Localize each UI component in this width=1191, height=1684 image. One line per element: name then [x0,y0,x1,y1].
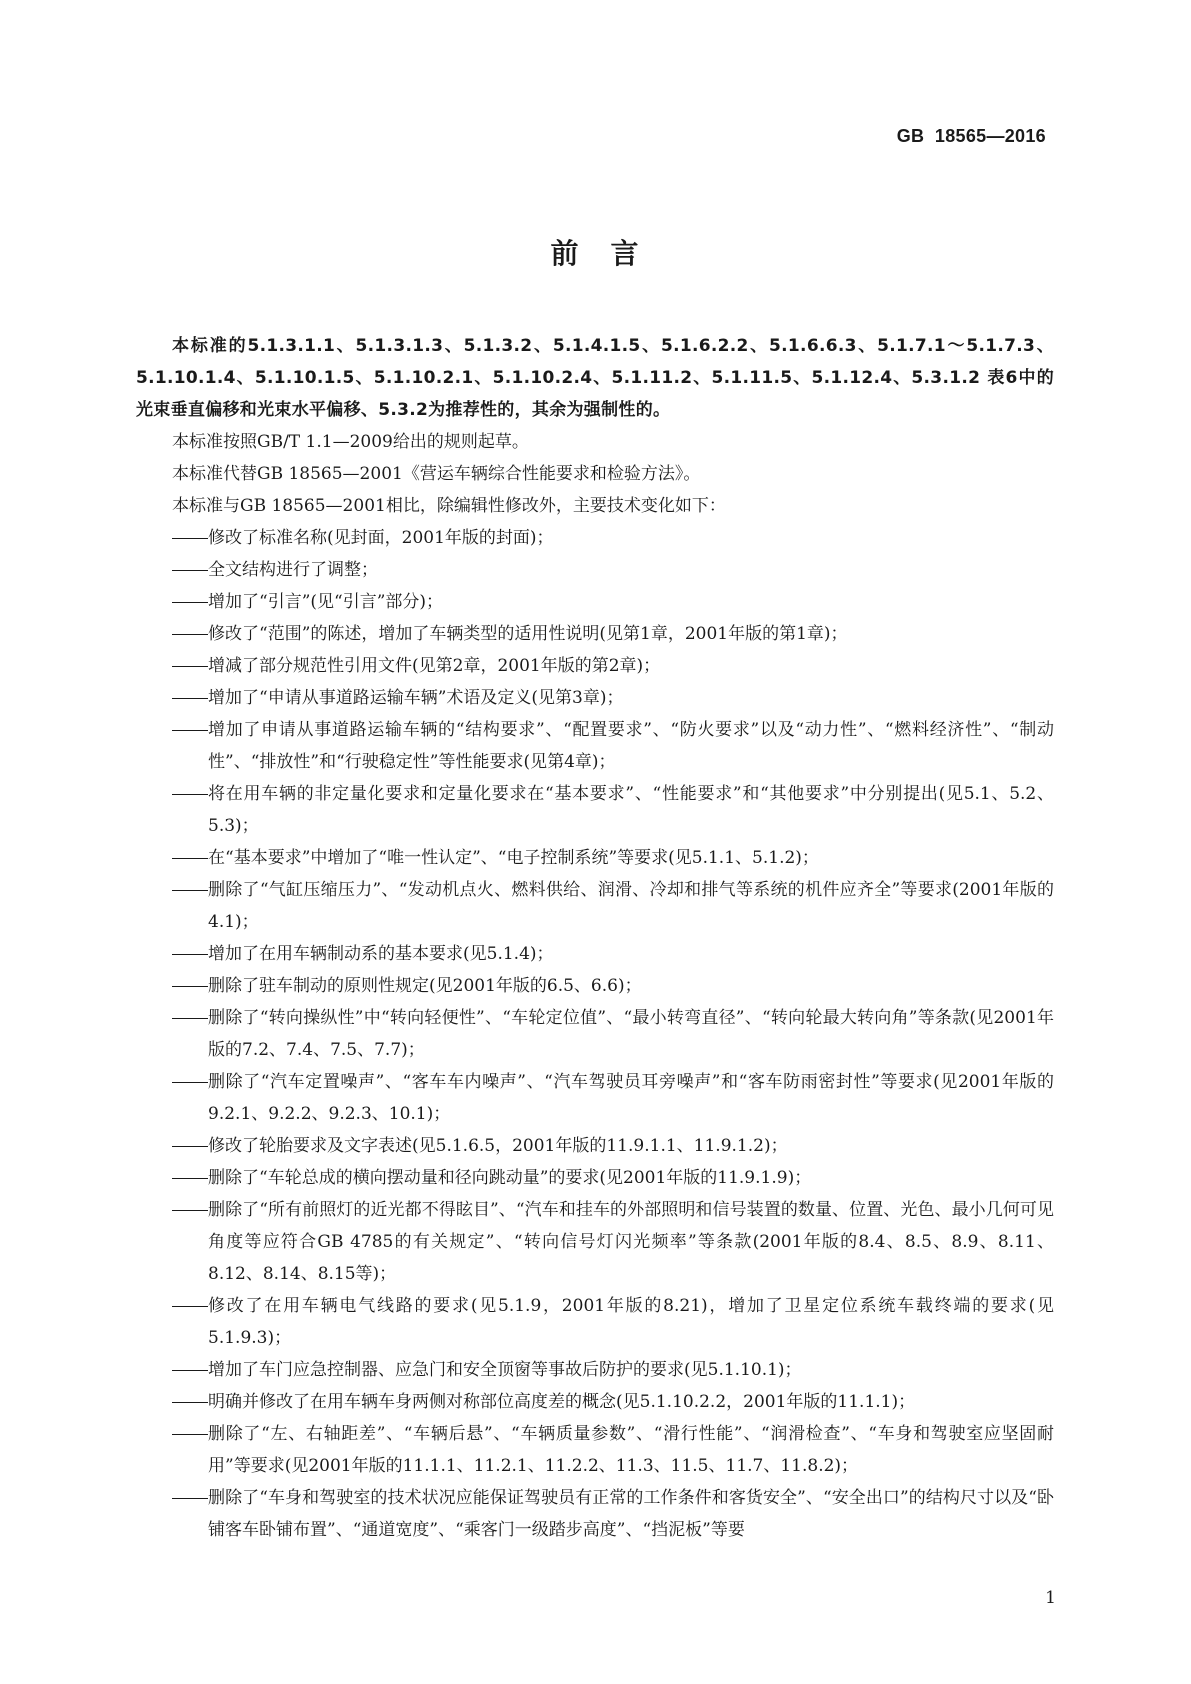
list-item [136,1002,1054,1066]
list-item-text: 删除了“左、右轴距差”、“车辆后悬”、“车辆质量参数”、“滑行性能”、“润滑检查”、“车身和驾驶室应坚固耐用”等要求(见2001年版的11.1.1、11.2.1、11.2.2、11.3、11.5、11.7、11.8.2)； [208,1424,1054,1476]
list-item [136,938,1054,970]
list-item-text: 修改了“范围”的陈述，增加了车辆类型的适用性说明(见第1章，2001年版的第1章)； [208,624,848,644]
list-item [136,586,1054,618]
list-item [136,714,1054,778]
dash-marker [136,842,208,874]
dash-marker [136,874,208,906]
dash-marker [136,650,208,682]
list-item [136,1386,1054,1418]
list-item-text: 将在用车辆的非定量化要求和定量化要求在“基本要求”、“性能要求”和“其他要求”中分别提出(见5.1、5.2、5.3)； [208,784,1054,836]
dash-marker [136,970,208,1002]
list-item [136,1290,1054,1354]
list-item-text: 删除了驻车制动的原则性规定(见2001年版的6.5、6.6)； [208,976,642,996]
paragraph-changes-intro: 本标准与GB 18565—2001相比，除编辑性修改外，主要技术变化如下： [172,496,726,516]
list-item [136,618,1054,650]
paragraph-drafting-rules: 本标准按照GB/T 1.1—2009给出的规则起草。 [172,432,529,452]
list-item-text: 删除了“气缸压缩压力”、“发动机点火、燃料供给、润滑、冷却和排气等系统的机件应齐全”等要求(2001年版的4.1)； [208,880,1054,932]
dash-marker [136,714,208,746]
dash-marker [136,778,208,810]
list-item-text: 增加了车门应急控制器、应急门和安全顶窗等事故后防护的要求(见5.1.10.1)； [208,1360,802,1380]
list-item [136,874,1054,938]
dash-marker [136,1386,208,1418]
list-item [136,1130,1054,1162]
list-item [136,1418,1054,1482]
list-item [136,1066,1054,1130]
list-item-text: 全文结构进行了调整； [208,560,378,580]
list-item-text: 删除了“车轮总成的横向摆动量和径向跳动量”的要求(见2001年版的11.9.1.9)； [208,1168,812,1188]
page-number: 1 [1045,1588,1056,1608]
list-item-text: 删除了“转向操纵性”中“转向轻便性”、“车轮定位值”、“最小转弯直径”、“转向轮最大转向角”等条款(见2001年版的7.2、7.4、7.5、7.7)； [208,1008,1054,1060]
list-item-text: 在“基本要求”中增加了“唯一性认定”、“电子控制系统”等要求(见5.1.1、5.1.2)； [208,848,819,868]
dash-marker [136,522,208,554]
recommended-clauses-paragraph: 本标准的5.1.3.1.1、5.1.3.1.3、5.1.3.2、5.1.4.1.5、5.1.6.2.2、5.1.6.6.3、5.1.7.1～5.1.7.3、5.1.10.1.4、5.1.10.1.5、5.1.10.2.1、5.1.10.2.4、5.1.11.2、5.1.11.5、5.1.12.4、5.3.1.2 表6中的光束垂直偏移和光束水平偏移、5.3.2为推荐性的，其余为强制性的。 [136,336,1054,420]
list-item [136,1194,1054,1290]
list-item-text: 删除了“汽车定置噪声”、“客车车内噪声”、“汽车驾驶员耳旁噪声”和“客车防雨密封性”等要求(见2001年版的9.2.1、9.2.2、9.2.3、10.1)； [208,1072,1054,1124]
dash-marker [136,1418,208,1450]
dash-marker [136,1194,208,1226]
paragraph-replaces: 本标准代替GB 18565—2001《营运车辆综合性能要求和检验方法》。 [172,464,701,484]
list-item [136,842,1054,874]
list-item [136,1354,1054,1386]
list-item-text: 明确并修改了在用车辆车身两侧对称部位高度差的概念(见5.1.10.2.2，2001年版的11.1.1)； [208,1392,916,1412]
list-item-text: 增减了部分规范性引用文件(见第2章，2001年版的第2章)； [208,656,661,676]
dash-marker [136,1482,208,1514]
list-item [136,650,1054,682]
changes-list [136,522,1054,1546]
list-item-text: 修改了在用车辆电气线路的要求(见5.1.9，2001年版的8.21)，增加了卫星定位系统车载终端的要求(见5.1.9.3)； [208,1296,1054,1348]
list-item-text: 增加了“引言”(见“引言”部分)； [208,592,444,612]
foreword-body [136,330,1054,1546]
list-item [136,1482,1054,1546]
dash-marker [136,1162,208,1194]
list-item-text: 增加了“申请从事道路运输车辆”术语及定义(见第3章)； [208,688,624,708]
dash-marker [136,1354,208,1386]
dash-marker [136,1066,208,1098]
list-item-text: 修改了标准名称(见封面，2001年版的封面)； [208,528,554,548]
dash-marker [136,618,208,650]
dash-marker [136,1002,208,1034]
list-item-text: 删除了“所有前照灯的近光都不得眩目”、“汽车和挂车的外部照明和信号装置的数量、位置、光色、最小几何可见角度等应符合GB 4785的有关规定”、“转向信号灯闪光频率”等条款(2001年版的8.4、8.5、8.9、8.11、8.12、8.14、8.15等)； [208,1200,1054,1284]
list-item [136,682,1054,714]
list-item [136,522,1054,554]
standard-code: GB 18565—2016 [896,126,1046,146]
dash-marker [136,586,208,618]
list-item [136,554,1054,586]
page-title: 前 言 [550,237,641,270]
dash-marker [136,1130,208,1162]
dash-marker [136,554,208,586]
list-item-text: 增加了在用车辆制动系的基本要求(见5.1.4)； [208,944,554,964]
dash-marker [136,1290,208,1322]
list-item-text: 删除了“车身和驾驶室的技术状况应能保证驾驶员有正常的工作条件和客货安全”、“安全出口”的结构尺寸以及“卧铺客车卧铺布置”、“通道宽度”、“乘客门一级踏步高度”、“挡泥板”等要 [208,1488,1054,1540]
list-item [136,1162,1054,1194]
dash-marker [136,682,208,714]
list-item-text: 增加了申请从事道路运输车辆的“结构要求”、“配置要求”、“防火要求”以及“动力性”、“燃料经济性”、“制动性”、“排放性”和“行驶稳定性”等性能要求(见第4章)； [208,720,1054,772]
list-item [136,970,1054,1002]
dash-marker [136,938,208,970]
list-item-text: 修改了轮胎要求及文字表述(见5.1.6.5，2001年版的11.9.1.1、11.9.1.2)； [208,1136,788,1156]
list-item [136,778,1054,842]
